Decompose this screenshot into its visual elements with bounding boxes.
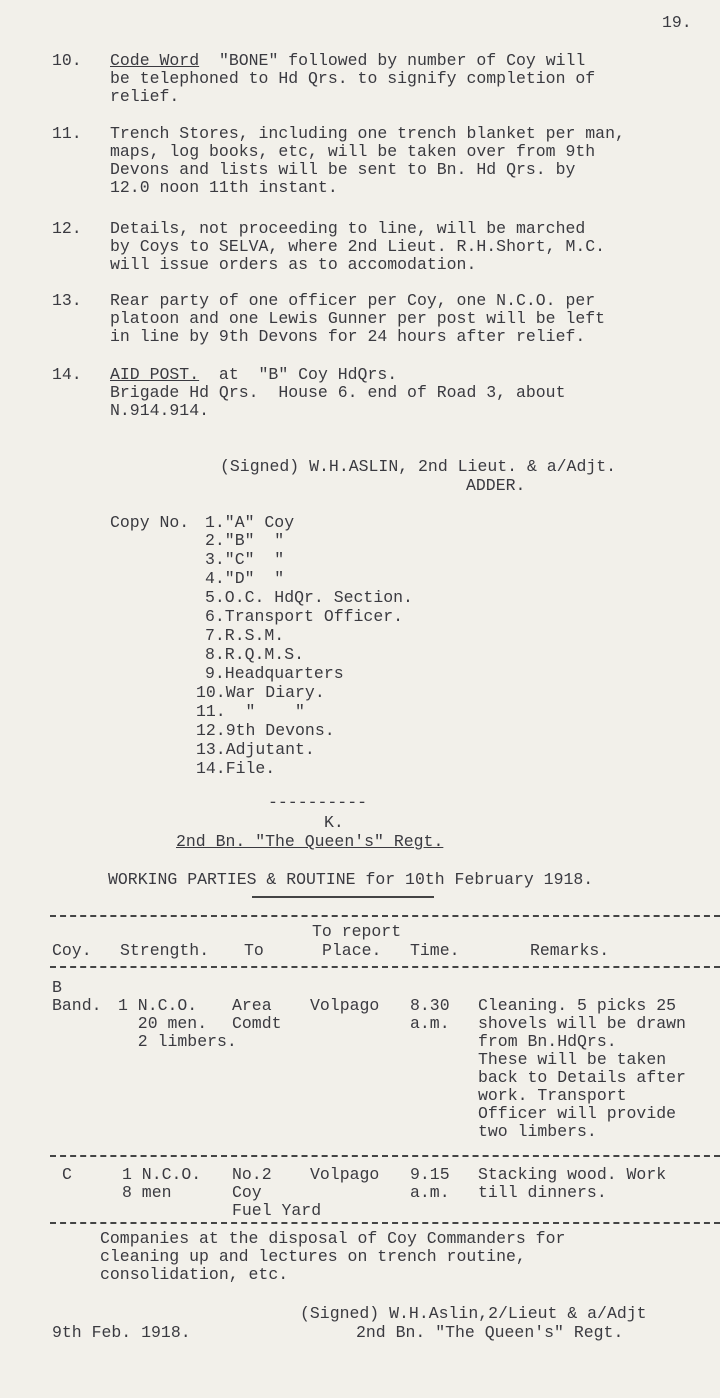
para-text: N.914.914. [110,401,210,420]
col-to: To [244,941,264,960]
footer-note: Companies at the disposal of Coy Commanders for cleaning up and lectures on trench routine, consolidation, etc. [100,1229,566,1284]
para-text: 12.0 noon 11th instant. [110,178,338,197]
unit-heading: 2nd Bn. "The Queen's" Regt. [176,832,444,851]
para-text: maps, log books, etc, will be taken over from 9th [110,142,596,161]
para-text: Trench Stores, including one trench blanket per man, [110,124,625,143]
page-number: 19. [662,13,692,32]
copy-item: 11. " " [196,702,305,721]
copy-item: 10.War Diary. [196,683,325,702]
cell-to: Area Comdt [232,996,282,1033]
para-10-line-1 [110,52,585,70]
para-text: platoon and one Lewis Gunner per post will be left [110,309,606,328]
code-word-lead: Code Word [110,51,200,70]
copy-item: 7.R.S.M. [205,626,285,645]
row-divider [50,1155,720,1157]
col-strength: Strength. [120,941,210,960]
cell-place: Volpago [310,996,380,1015]
table-header-rule [50,966,720,968]
copy-item: 9.Headquarters [205,664,344,683]
table-top-rule [50,915,720,917]
copy-item: 12.9th Devons. [196,721,335,740]
para-text: be telephoned to Hd Qrs. to signify completion of [110,69,596,88]
cell-place: Volpago [310,1165,380,1184]
signature-line: (Signed) W.H.Aslin,2/Lieut & a/Adjt [300,1304,647,1323]
para-text: "BONE" followed by number of Coy will [218,51,586,70]
col-place: Place. [322,941,382,960]
para-text: Devons and lists will be sent to Bn. Hd Qrs. by [110,160,576,179]
col-remarks: Remarks. [530,941,610,960]
cell-remarks: Cleaning. 5 picks 25 shovels will be drawn from Bn.HdQrs. These will be taken back to Details after work. Transport Officer will provide two limbers. [478,996,686,1141]
aid-post-lead: AID POST. [110,365,200,384]
para-number: 11. [52,124,82,143]
para-number: 12. [52,219,82,238]
para-number: 14. [52,365,82,384]
cell-strength: 1 N.C.O. 20 men. 2 limbers. [118,996,237,1051]
cell-remarks: Stacking wood. Work till dinners. [478,1165,667,1202]
copy-item: 4."D" " [205,569,285,588]
copy-item: 5.O.C. HdQr. Section. [205,588,413,607]
signature-codename: ADDER. [466,476,526,495]
copy-item: 2."B" " [205,531,285,550]
annex-mark: K. [324,813,344,832]
title-underline [252,896,434,898]
para-text: in line by 9th Devons for 24 hours after relief. [110,327,586,346]
para-text: Brigade Hd Qrs. House 6. end of Road 3, about [110,383,566,402]
para-text: relief. [110,87,180,106]
copy-item: 6.Transport Officer. [205,607,404,626]
copy-item: 1."A" Coy [205,513,295,532]
para-text: will issue orders as to accomodation. [110,255,477,274]
col-time: Time. [410,941,460,960]
routine-title: WORKING PARTIES & ROUTINE for 10th February 1918. [108,870,594,889]
cell-time: 9.15 a.m. [410,1165,450,1202]
cell-to: No.2 Coy Fuel Yard [232,1165,322,1220]
para-14-line-1 [110,366,397,384]
cell-strength: 1 N.C.O. 8 men [122,1165,202,1202]
para-text: Rear party of one officer per Coy, one N.C.O. per [110,291,596,310]
copy-item: 8.R.Q.M.S. [205,645,305,664]
para-number: 13. [52,291,82,310]
cell-coy: C [62,1165,72,1184]
document-date: 9th Feb. 1918. [52,1323,191,1342]
separator-dashes: ---------- [268,793,368,812]
table-bottom-rule [50,1222,720,1224]
copy-item: 14.File. [196,759,276,778]
copy-item: 3."C" " [205,550,285,569]
copy-item: 13.Adjutant. [196,740,315,759]
copy-no-label: Copy No. [110,513,190,532]
para-number: 10. [52,51,82,70]
signature-unit: 2nd Bn. "The Queen's" Regt. [356,1323,624,1342]
para-text: Details, not proceeding to line, will be marched [110,219,586,238]
col-to-report: To report [312,922,402,941]
cell-time: 8.30 a.m. [410,996,450,1033]
signature-line: (Signed) W.H.ASLIN, 2nd Lieut. & a/Adjt. [220,457,617,476]
para-text: at "B" Coy HdQrs. [199,365,398,384]
para-text: by Coys to SELVA, where 2nd Lieut. R.H.Short, M.C. [110,237,606,256]
cell-coy: B Band. [52,978,102,1015]
col-coy: Coy. [52,941,92,960]
